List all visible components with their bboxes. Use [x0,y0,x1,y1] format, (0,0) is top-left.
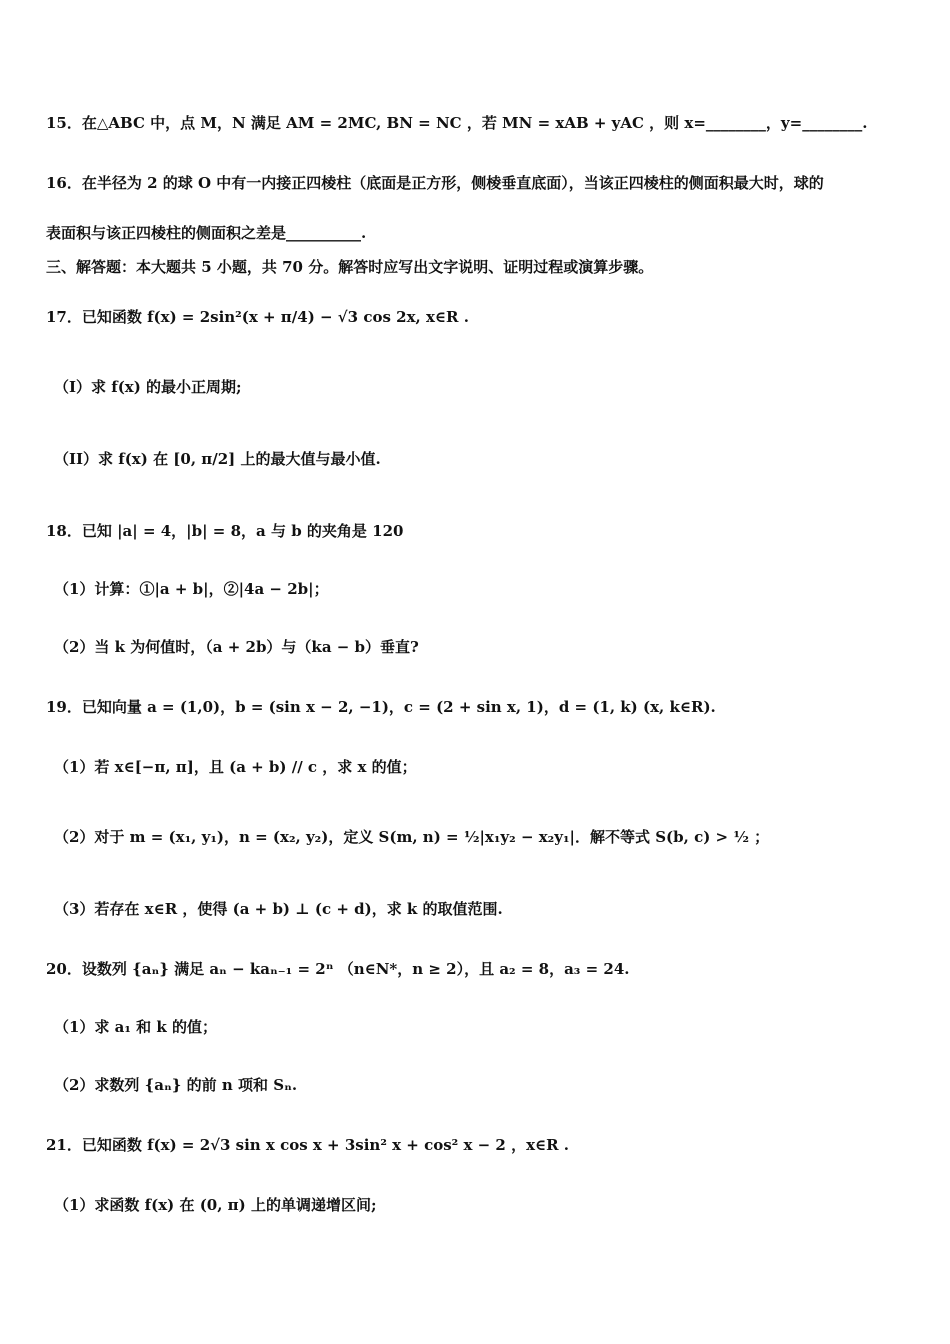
section-3-heading: 三、解答题：本大题共 5 小题，共 70 分。解答时应写出文字说明、证明过程或演算步骤。 [46,258,654,276]
question-18-part-1: （1）计算：①|a + b|，②|4a − 2b|； [54,580,329,598]
question-17: 17．已知函数 f(x) = 2sin²(x + π/4) − √3 cos 2x, x∈R . [46,308,469,326]
question-19-part-3: （3）若存在 x∈R ，使得 (a + b) ⊥ (c + d)，求 k 的取值范围. [54,900,503,918]
question-17-part-1: （I）求 f(x) 的最小正周期; [54,378,242,396]
question-18: 18．已知 |a| = 4，|b| = 8，a 与 b 的夹角是 120 [46,522,404,540]
question-18-part-2: （2）当 k 为何值时，（a + 2b）与（ka − b）垂直? [54,638,419,656]
question-20-part-1: （1）求 a₁ 和 k 的值； [54,1018,218,1036]
question-16-line-1: 16．在半径为 2 的球 O 中有一内接正四棱柱（底面是正方形，侧棱垂直底面），当该正四棱柱的侧面积最大时，球的 [46,174,824,192]
question-19-part-2: （2）对于 m = (x₁, y₁)，n = (x₂, y₂)，定义 S(m, n) = ½|x₁y₂ − x₂y₁|．解不等式 S(b, c) > ½ ； [54,828,770,846]
question-21: 21．已知函数 f(x) = 2√3 sin x cos x + 3sin² x + cos² x − 2 ，x∈R . [46,1136,570,1154]
question-15: 15．在△ABC 中，点 M，N 满足 AM = 2MC, BN = NC ，若 MN = xAB + yAC ，则 x=________，y=________. [46,114,868,132]
question-17-part-2: （II）求 f(x) 在 [0, π/2] 上的最大值与最小值. [54,450,381,468]
question-21-part-1: （1）求函数 f(x) 在 (0, π) 上的单调递增区间; [54,1196,377,1214]
question-20: 20．设数列 {aₙ} 满足 aₙ − kaₙ₋₁ = 2ⁿ （n∈N*，n ≥ 2），且 a₂ = 8，a₃ = 24. [46,960,630,978]
question-16-line-2: 表面积与该正四棱柱的侧面积之差是__________. [46,224,367,242]
question-19-part-1: （1）若 x∈[−π, π]，且 (a + b) // c ，求 x 的值； [54,758,417,776]
question-20-part-2: （2）求数列 {aₙ} 的前 n 项和 Sₙ. [54,1076,298,1094]
question-19: 19．已知向量 a = (1,0)，b = (sin x − 2, −1)，c = (2 + sin x, 1)，d = (1, k) (x, k∈R). [46,698,716,716]
